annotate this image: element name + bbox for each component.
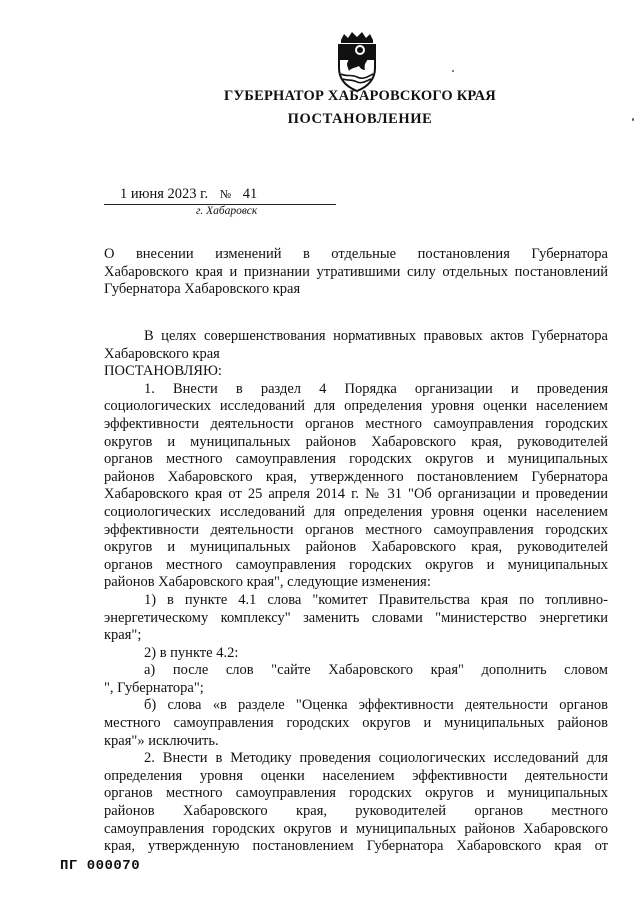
authority-title: ГУБЕРНАТОР ХАБАРОВСКОГО КРАЯ	[224, 88, 496, 104]
subitem-1-2b-line: местного самоуправления городских округов и муниципальных районов	[104, 715, 608, 732]
paragraph-2-line: органов местного самоуправления городских округов и муниципальных	[104, 785, 608, 802]
paragraph-2-line: определения уровня оценки населением эффективности деятельности	[104, 767, 608, 784]
subject-line: Хабаровского края и признании утратившими силу отдельных постановлений	[104, 263, 608, 280]
khabarovsk-coat-of-arms-icon	[331, 30, 383, 94]
subitem-1-2a-line: а) после слов "сайте Хабаровского края" дополнить словом	[144, 662, 608, 679]
paragraph-2-line: края, утвержденную постановлением Губернатора Хабаровского края от	[104, 838, 608, 855]
paragraph-1-line: эффективности деятельности органов местного самоуправления городских	[104, 415, 608, 432]
paragraph-1-line: органов местного самоуправления городских округов и муниципальных	[104, 451, 608, 468]
paragraph-2-line: самоуправления городских округов и муниципальных районов Хабаровского	[104, 820, 608, 837]
paragraph-1-line: эффективности деятельности органов местного самоуправления городских	[104, 521, 608, 538]
paragraph-1-line: районов Хабаровского края", следующие изменения:	[104, 574, 431, 591]
paragraph-1-line: округов и муниципальных районов Хабаровского края, руководителей	[104, 433, 608, 450]
subject-line: О внесении изменений в отдельные постановления Губернатора	[104, 246, 608, 262]
subitem-1-2: 2) в пункте 4.2:	[144, 644, 239, 661]
paragraph-1-line: социологических исследований для определения уровня оценки населением	[104, 503, 608, 520]
subitem-1-2a-line: ", Губернатора";	[104, 679, 204, 696]
document-type: ПОСТАНОВЛЕНИЕ	[287, 111, 433, 127]
subitem-1-1-line: края";	[104, 627, 142, 644]
subitem-1-2b-line: б) слова «в разделе "Оценка эффективности деятельности органов	[144, 697, 608, 714]
paragraph-1-line: органов местного самоуправления городских округов и муниципальных	[104, 556, 608, 573]
paragraph-1-line: 1. Внести в раздел 4 Порядка организации и проведения	[144, 380, 608, 397]
paragraph-2-line: районов Хабаровского края, руководителей органов местного	[104, 803, 608, 820]
paragraph-2-line: 2. Внести в Методику проведения социологических исследований для	[144, 750, 608, 767]
number-label: №	[219, 187, 232, 201]
paragraph-1-line: округов и муниципальных районов Хабаровского края, руководителей	[104, 539, 608, 556]
paragraph-1-line: социологических исследований для определения уровня оценки населением	[104, 398, 608, 415]
subject-line: Губернатора Хабаровского края	[104, 281, 301, 297]
paragraph-1-line: районов Хабаровского края, утвержденного постановлением Губернатора	[104, 468, 608, 485]
paragraph-1-line: Хабаровского края от 25 апреля 2014 г. № 31 "Об организации и проведении	[104, 486, 608, 503]
subitem-1-2b-line: края"» исключить.	[104, 732, 219, 749]
form-code: ПГ 000070	[60, 858, 141, 874]
resolve-heading: ПОСТАНОВЛЯЮ:	[104, 363, 222, 380]
scan-speck	[632, 118, 634, 121]
subitem-1-1-line: 1) в пункте 4.1 слова "комитет Правительства края по топливно-	[144, 591, 608, 608]
scan-speck	[452, 70, 454, 72]
document-date: 1 июня 2023 г.	[120, 186, 209, 202]
document-body	[104, 328, 608, 856]
document-number: 41	[242, 186, 258, 202]
registration-line	[104, 186, 336, 203]
preamble-line: В целях совершенствования нормативных правовых актов Губернатора	[144, 328, 608, 344]
document-city: г. Хабаровск	[196, 205, 258, 217]
preamble-line: Хабаровского края	[104, 345, 220, 362]
document-subject	[104, 246, 608, 299]
subitem-1-1-line: энергетическому комплексу" заменить словами "министерство энергетики	[104, 609, 608, 626]
